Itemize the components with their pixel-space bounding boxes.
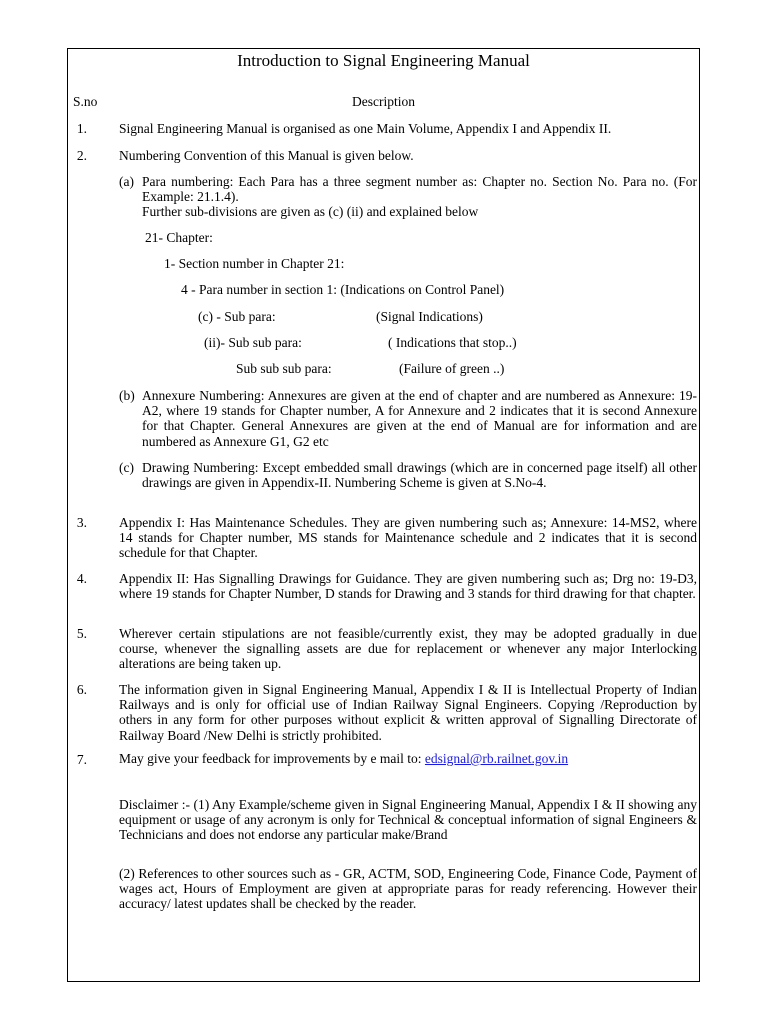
- subitem-a: [119, 174, 697, 220]
- subitem-b-text: Annexure Numbering: Annexures are given at the end of chapter and are numbered as Annexure: 19-A2, where 19 stands for Chapter number, A for Annexure and 2 indicates that it is second Annexure for that Chapter. General Annexures are given at the end of Manual are for information and are numbered as Annexure G1, G2 etc: [142, 388, 697, 449]
- page-title: Introduction to Signal Engineering Manual: [237, 51, 530, 70]
- item-number-4: 4.: [76, 571, 87, 586]
- item-text-2: Numbering Convention of this Manual is given below.: [119, 148, 414, 163]
- item-text-6: The information given in Signal Engineering Manual, Appendix I & II is Intellectual Property of Indian Railways and is only for official use of Indian Railway Signal Engineers. Copying /Reproduction by others in any form for other purposes without explicit & written approval of Signalling Directorate of Railway Board /New Delhi is strictly prohibited.: [119, 682, 697, 743]
- item-number-1: 1.: [76, 121, 87, 136]
- item-number-5: 5.: [76, 626, 87, 641]
- subitem-a-label: (a): [119, 174, 134, 189]
- tree-chapter: 21- Chapter:: [145, 230, 213, 245]
- subitem-c-text: Drawing Numbering: Except embedded small drawings (which are in concerned page itself) all other drawings are given in Appendix-II. Numbering Scheme is given at S.No-4.: [142, 460, 697, 491]
- tree-subsubsub-label: Sub sub sub para:: [236, 361, 332, 376]
- tree-subsubsub-value: (Failure of green ..): [399, 361, 505, 376]
- tree-section: 1- Section number in Chapter 21:: [164, 256, 345, 271]
- item-text-5: Wherever certain stipulations are not feasible/currently exist, they may be adopted gradually in due course, whenever the signalling assets are due for replacement or whenever any major Interlocking alterations are being taken up.: [119, 626, 697, 672]
- description-header: Description: [352, 94, 415, 109]
- subitem-a-text: Para numbering: Each Para has a three segment number as: Chapter no. Section No. Para no. (For Example: 21.1.4).: [142, 174, 697, 205]
- item-number-6: 6.: [76, 682, 87, 697]
- sno-header: S.no: [73, 94, 98, 109]
- subitem-c-label: (c): [119, 460, 134, 475]
- item-text-4: Appendix II: Has Signalling Drawings for Guidance. They are given numbering such as; Drg no: 19-D3, where 19 stands for Chapter Number, D stands for Drawing and 3 stands for third drawing for that chapter.: [119, 571, 697, 602]
- tree-para: 4 - Para number in section 1: (Indications on Control Panel): [181, 282, 505, 297]
- item-text-3: Appendix I: Has Maintenance Schedules. They are given numbering such as; Annexure: 14-MS2, where 14 stands for Chapter number, MS stands for Maintenance schedule and 2 indicates that it is second schedule for that Chapter.: [119, 515, 697, 561]
- item-number-2: 2.: [76, 148, 87, 163]
- item-number-3: 3.: [76, 515, 87, 530]
- subitem-c: [119, 460, 697, 490]
- item-text-1: Signal Engineering Manual is organised as one Main Volume, Appendix I and Appendix II.: [119, 121, 612, 136]
- tree-subsubpara-label: (ii)- Sub sub para:: [204, 335, 302, 350]
- subitem-b: [119, 388, 697, 449]
- tree-subpara-value: (Signal Indications): [376, 309, 483, 324]
- item-number-7: 7.: [76, 752, 87, 767]
- subitem-a-extra: Further sub-divisions are given as (c) (ii) and explained below: [142, 204, 479, 220]
- subitem-b-label: (b): [119, 388, 135, 403]
- tree-subsubpara-value: ( Indications that stop..): [388, 335, 517, 350]
- tree-subpara-label: (c) - Sub para:: [198, 309, 276, 324]
- feedback-text: May give your feedback for improvements by e mail to:: [119, 751, 422, 766]
- item-text-7: [119, 751, 697, 766]
- feedback-email-link[interactable]: edsignal@rb.railnet.gov.in: [424, 751, 569, 766]
- disclaimer-paragraph-2: (2) References to other sources such as - GR, ACTM, SOD, Engineering Code, Finance Code, Payment of wages act, Hours of Employment are given at appropriate paras for ready referencing. However their accuracy/ latest updates shall be checked by the reader.: [119, 866, 697, 912]
- disclaimer-paragraph-1: Disclaimer :- (1) Any Example/scheme given in Signal Engineering Manual, Appendix I & II showing any equipment or usage of any acronym is only for Technical & conceptual information of signal Engineers & Technicians and does not endorse any particular make/Brand: [119, 797, 697, 843]
